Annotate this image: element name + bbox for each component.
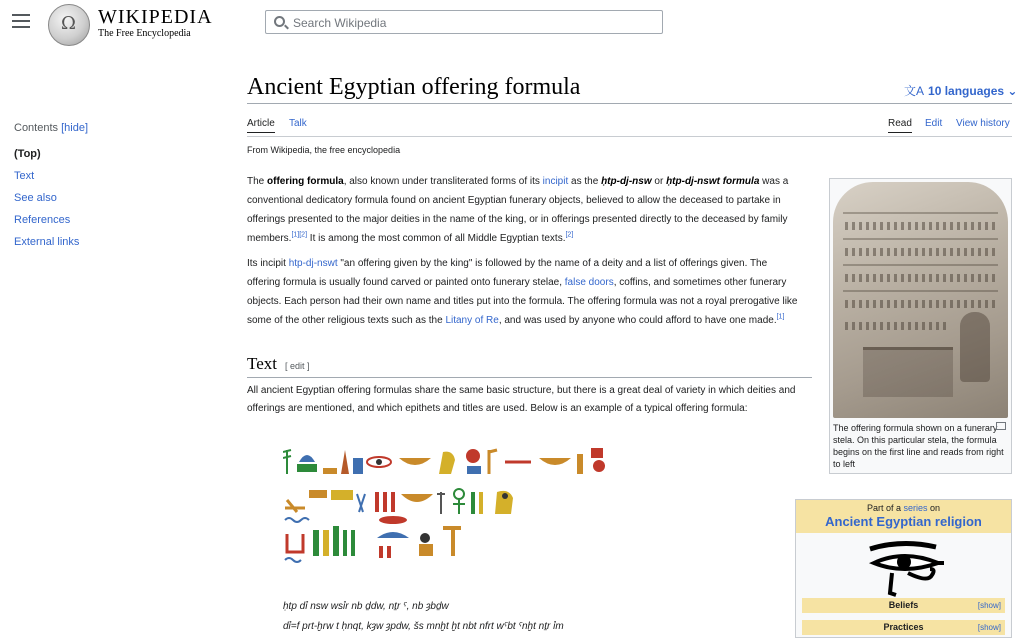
bold-term: offering formula [267, 176, 344, 187]
site-tagline: From Wikipedia, the free encyclopedia [247, 145, 401, 155]
section-title: Text [247, 354, 277, 373]
text: "an offering given by the king" is followed by the name of a deity and a list of offerings given. The offering formula is usually found carved or painted onto funerary stelae, [247, 258, 768, 288]
text: Part of a [866, 503, 904, 513]
search-box[interactable] [265, 10, 663, 34]
text: or [651, 176, 667, 187]
toc-item-external-links[interactable]: External links [14, 236, 80, 248]
toc-hide-link[interactable]: [hide] [61, 122, 89, 134]
toc-item-see-also[interactable]: See also [14, 192, 57, 204]
link-litany-of-re[interactable]: Litany of Re [445, 315, 499, 326]
tab-read[interactable]: Read [888, 118, 912, 133]
text: Its incipit [247, 258, 289, 269]
series-title[interactable]: Ancient Egyptian religion [825, 514, 982, 529]
image-caption [833, 422, 1008, 470]
transliteration-line-1: ḥtp dỉ nsw wsỉr nb ḏdw, nṯr ˤ, nb ȝbḏw [283, 601, 449, 612]
hieroglyphs-line-1 [283, 444, 623, 476]
text: , also known under transliterated forms of its [343, 176, 543, 187]
search-icon [274, 16, 285, 27]
article-intro [247, 172, 803, 336]
series-sidebar [795, 499, 1012, 638]
hieroglyph-row-1 [283, 444, 623, 476]
language-selector[interactable] [904, 82, 1017, 99]
link-htp-dj-nswt[interactable]: htp-dj-nswt [288, 258, 338, 269]
tab-talk[interactable]: Talk [289, 118, 307, 129]
series-link[interactable]: series [903, 503, 928, 513]
link-false-doors[interactable]: false doors [564, 277, 614, 288]
section-heading-text [247, 354, 812, 378]
series-section-beliefs[interactable] [802, 598, 1005, 613]
series-section-practices[interactable] [802, 620, 1005, 635]
link-incipit[interactable]: incipit [542, 176, 569, 187]
text: as the [568, 176, 602, 187]
magnify-icon[interactable] [996, 422, 1006, 430]
wordmark-title: WIKIPEDIA [98, 6, 213, 28]
paragraph-1 [247, 172, 803, 248]
text: It is among the most common of all Middle Egyptian texts. [307, 233, 566, 244]
wikipedia-wordmark[interactable] [98, 6, 213, 39]
title-divider [247, 103, 1012, 104]
citation[interactable]: [1][2] [291, 231, 308, 239]
series-header [796, 500, 1011, 533]
language-count: 10 languages [928, 84, 1005, 98]
image-thumbnail [829, 178, 1012, 474]
paragraph-2 [247, 254, 803, 330]
page-tabs [247, 118, 1012, 136]
citation[interactable]: [1] [776, 313, 785, 321]
toc-item-references[interactable]: References [14, 214, 71, 226]
hieroglyph-row-2 [283, 484, 563, 516]
wordmark-tagline: The Free Encyclopedia [98, 28, 191, 39]
bold-term: ḥtp-dj-nsw [601, 176, 652, 187]
text: The [247, 176, 268, 187]
beliefs-label: Beliefs [888, 600, 919, 610]
hieroglyphs-line-3 [283, 516, 483, 564]
eye-of-horus-icon [796, 539, 1011, 599]
citation[interactable]: [2] [565, 231, 574, 239]
toc-heading: Contents [14, 122, 59, 134]
hieroglyphs-line-2 [283, 484, 563, 516]
bold-term: ḥtp-dj-nswt formula [666, 176, 760, 187]
section-edit-link[interactable]: [ edit ] [284, 361, 310, 371]
tab-edit[interactable]: Edit [925, 118, 943, 129]
tabs-divider [247, 136, 1012, 137]
translate-icon: 文A [904, 84, 925, 98]
paragraph-3: All ancient Egyptian offering formulas share the same basic structure, but there is a great deal of variety in which deities and offerings are mentioned, and which epithets and titles are used. Below is an example of a typical offering formula: [247, 385, 796, 414]
practices-label: Practices [883, 622, 924, 632]
table-of-contents [14, 122, 88, 258]
text: on [927, 503, 941, 513]
toc-item-text[interactable]: Text [14, 170, 35, 182]
caption-text: The offering formula shown on a funerary stela. On this particular stela, the formula begins on the first line and reads from right to left [833, 423, 1004, 469]
beliefs-show-link[interactable]: [show] [977, 601, 1001, 610]
tab-view-history[interactable]: View history [956, 118, 1010, 129]
chevron-down-icon: ⌄ [1007, 84, 1018, 98]
toc-item-top[interactable]: (Top) [14, 148, 41, 160]
text: , coffins, and sometimes other funerary objects. Each person had their own name and titles put into the formula. The offering formula was not a royal prerogative like some of the other religious texts such as the [247, 277, 798, 326]
hamburger-icon[interactable] [12, 14, 30, 30]
search-input[interactable] [293, 14, 653, 31]
stela-image[interactable] [833, 182, 1008, 418]
transliteration-line-2: dỉ=f prt-ḫrw t ḥnqt, kȝw ȝpdw, šs mnḫt ḫt nbt nfrt wˤbt ˤnḫt nṯr ỉm [283, 621, 564, 632]
wikipedia-globe-logo[interactable] [48, 4, 90, 46]
page-title: Ancient Egyptian offering formula [247, 74, 581, 100]
text: was a conventional dedicatory formula found on ancient Egyptian funerary objects, believed to allow the deceased to partake in offerings presented to the major deities in the name of the king, or in offerings presented directly to the deceased by family members. [247, 176, 789, 244]
text: , and was used by anyone who could afford to have one made. [498, 315, 777, 326]
hieroglyph-row-3 [283, 532, 483, 564]
tab-article[interactable]: Article [247, 118, 275, 133]
practices-show-link[interactable]: [show] [977, 623, 1001, 632]
